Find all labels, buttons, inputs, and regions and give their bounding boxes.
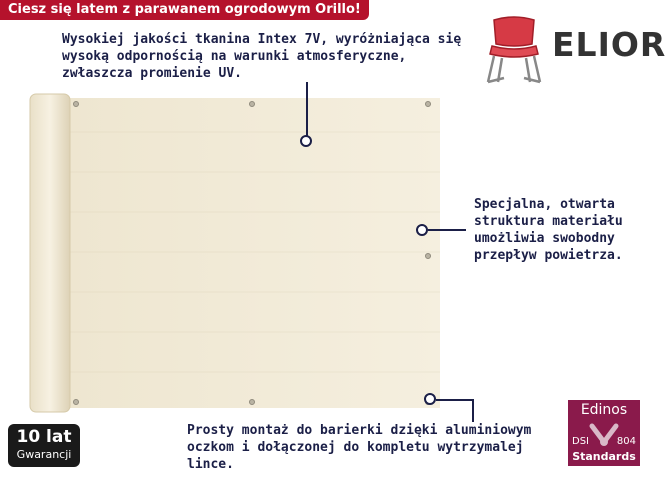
edinos-badge [568,400,640,466]
page-title-banner: Ciesz się latem z parawanem ogrodowym Orillo! [0,0,369,20]
pointer-line-mounting [436,399,472,401]
pointer-line-mounting-down [472,399,474,422]
pointer-line-quality [306,82,308,136]
pointer-line-structure [428,229,466,231]
pointer-dot-structure [416,224,428,236]
checkmark-icon [588,418,620,448]
edinos-name: Edinos [580,402,628,418]
warranty-years: 10 lat [16,427,72,447]
edinos-label: Standards [572,450,636,463]
edinos-dsi: DSI [572,436,589,447]
edinos-number: 804 [616,436,636,447]
brand-logo-text: ELIOR [552,25,666,64]
pointer-dot-mounting [424,393,436,405]
fabric-sheet [64,98,440,408]
callout-mounting: Prosty montaż do barierki dzięki aluminiowym oczkom i dołączonej do kompletu wytrzymalej lince. [187,423,532,472]
warranty-label: Gwarancji [16,448,72,461]
pointer-dot-quality [300,135,312,147]
product-image [28,92,448,414]
callout-quality: Wysokiej jakości tkanina Intex 7V, wyróżniająca się wysoką odpornością na warunki atmosferyczne, zwłaszcza promienie UV. [62,32,462,81]
warranty-badge [8,424,80,467]
callout-structure: Specjalna, otwarta struktura materiału umożliwia swobodny przepływ powietrza. [474,197,623,263]
fabric-roll [30,94,70,412]
